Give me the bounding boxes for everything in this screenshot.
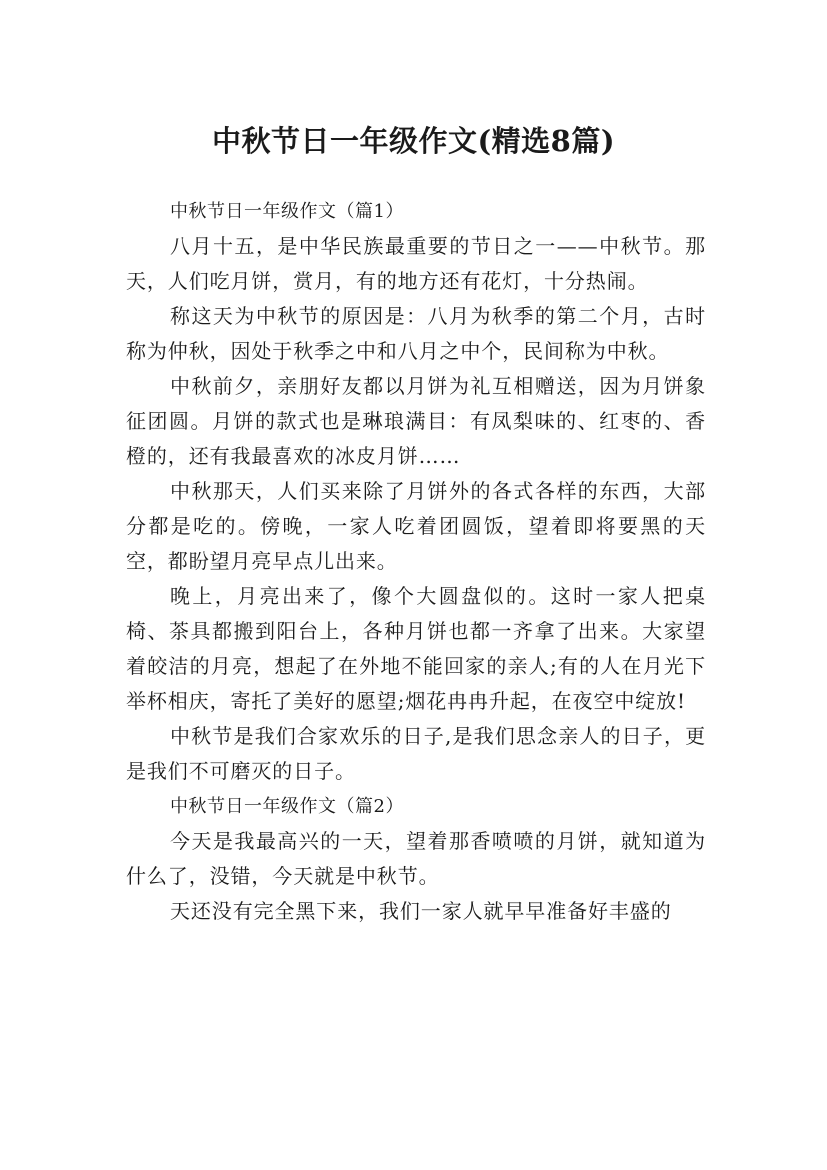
- paragraph: 晚上，月亮出来了，像个大圆盘似的。这时一家人把桌椅、茶具都搬到阳台上，各种月饼也都一齐拿了出来。大家望着皎洁的月亮，想起了在外地不能回家的亲人;有的人在月光下举杯相庆，寄托了美好的愿望;烟花冉冉升起，在夜空中绽放!: [126, 584, 706, 713]
- document-body: [126, 194, 706, 929]
- paragraph: 中秋那天，人们买来除了月饼外的各式各样的东西，大部分都是吃的。傍晚，一家人吃着团圆饭，望着即将要黑的天空，都盼望月亮早点儿出来。: [126, 479, 706, 573]
- paragraph: 中秋前夕，亲朋好友都以月饼为礼互相赠送，因为月饼象征团圆。月饼的款式也是琳琅满目：有凤梨味的、红枣的、香橙的，还有我最喜欢的冰皮月饼……: [126, 374, 706, 468]
- section-heading-2: 中秋节日一年级作文（篇2）: [170, 796, 404, 817]
- section-heading-1: 中秋节日一年级作文（篇1）: [170, 201, 404, 222]
- document-title: 中秋节日一年级作文(精选8篇): [211, 124, 616, 159]
- paragraph: 八月十五，是中华民族最重要的节日之一——中秋节。那天，人们吃月饼，赏月，有的地方还有花灯，十分热闹。: [126, 234, 706, 293]
- paragraph: 今天是我最高兴的一天，望着那香喷喷的月饼，就知道为什么了，没错，今天就是中秋节。: [126, 829, 706, 888]
- paragraph: 中秋节是我们合家欢乐的日子,是我们思念亲人的日子，更是我们不可磨灭的日子。: [126, 724, 706, 783]
- paragraph: 天还没有完全黑下来，我们一家人就早早准备好丰盛的: [170, 899, 672, 923]
- paragraph: 称这天为中秋节的原因是：八月为秋季的第二个月，古时称为仲秋，因处于秋季之中和八月之中个，民间称为中秋。: [126, 304, 706, 363]
